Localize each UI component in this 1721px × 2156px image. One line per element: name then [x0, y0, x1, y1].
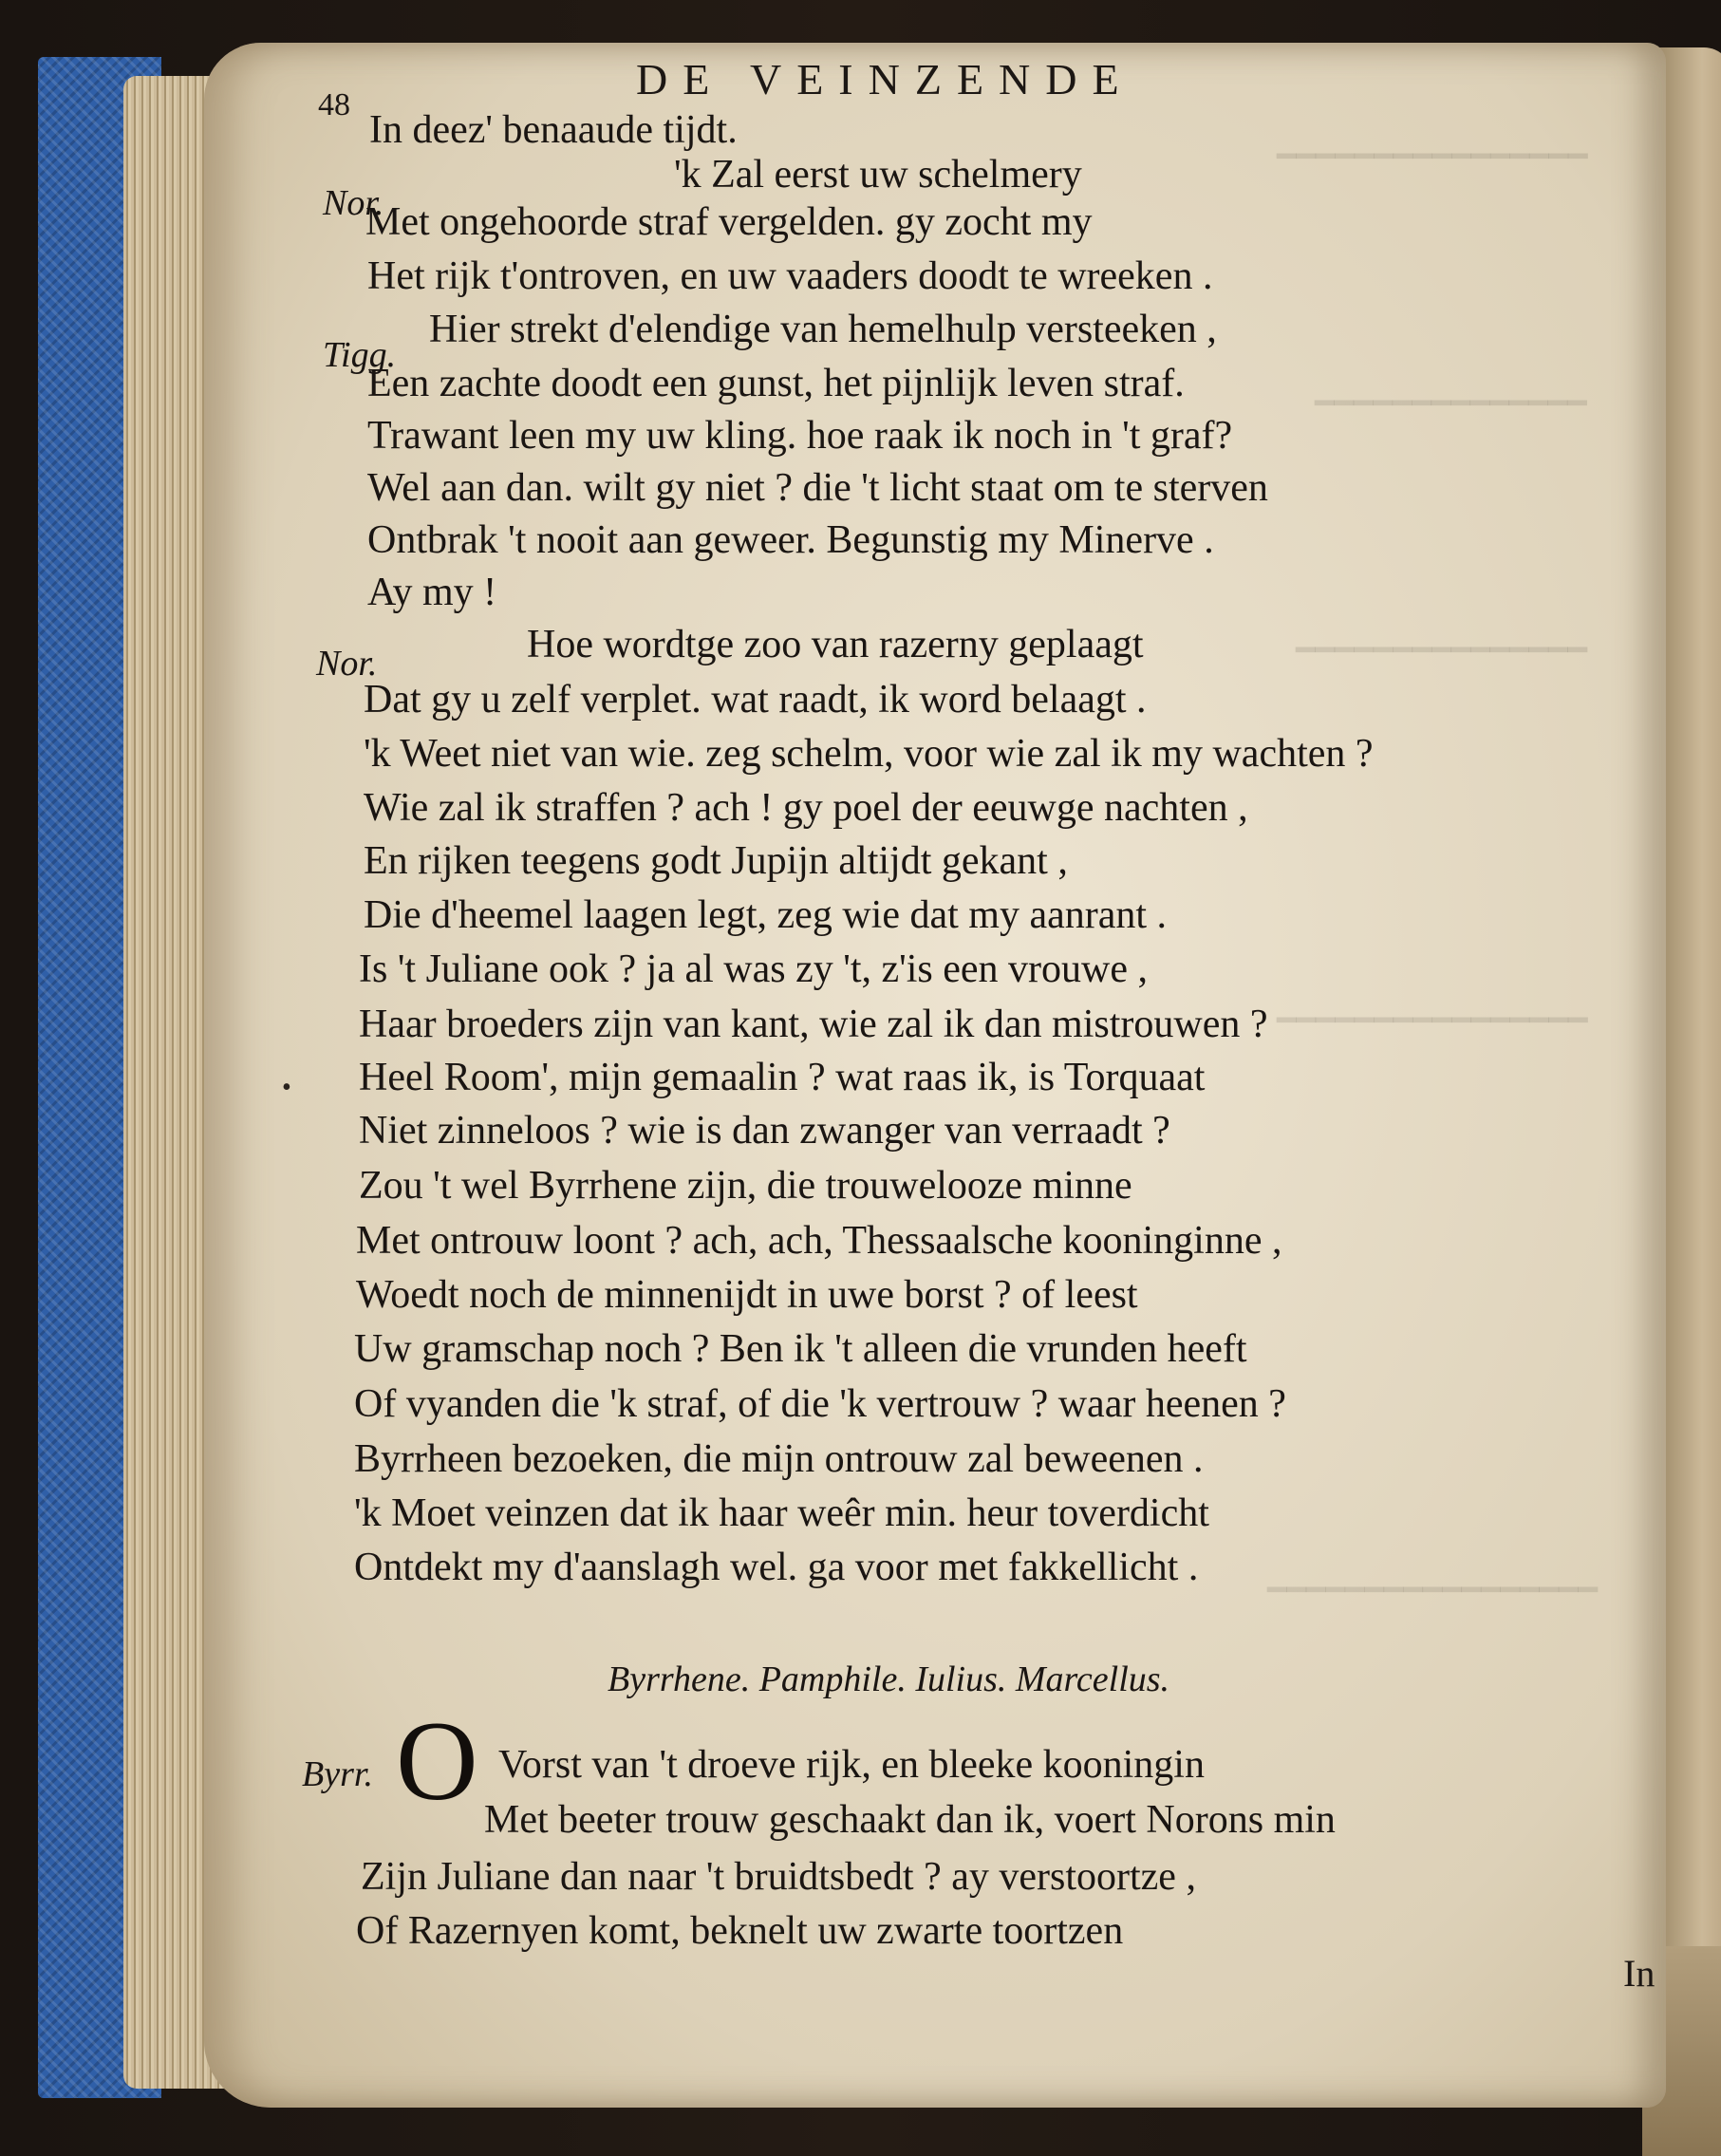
verse-line: Trawant leen my uw kling. hoe raak ik noch in 't graf?: [367, 414, 1233, 458]
bleed-through-decoration: ━━━━━━━━━━━━━━━━━: [1267, 1573, 1598, 1608]
verse-line: Met beeter trouw geschaakt dan ik, voert Norons min: [484, 1798, 1336, 1842]
verse-line: En rijken teegens godt Jupijn altijdt gekant ,: [364, 839, 1068, 883]
drop-cap: O: [396, 1697, 478, 1824]
page-number: 48: [318, 87, 350, 122]
bleed-through-decoration: ━━━━━━━━━━━━━━━━: [1277, 1003, 1588, 1039]
bleed-through-decoration: ━━━━━━━━━━━━━━━: [1296, 633, 1588, 668]
verse-line: Of Razernyen komt, beknelt uw zwarte toortzen: [356, 1909, 1124, 1953]
verse-line: Dat gy u zelf verplet. wat raadt, ik word belaagt .: [364, 678, 1147, 722]
verse-line: Haar broeders zijn van kant, wie zal ik dan mistrouwen ?: [359, 1003, 1268, 1046]
verse-line: Die d'heemel laagen legt, zeg wie dat my aanrant .: [364, 893, 1168, 937]
verse-line: In deez' benaaude tijdt.: [369, 108, 738, 152]
verse-line: Hoe wordtge zoo van razerny geplaagt: [527, 623, 1144, 666]
margin-mark: •: [282, 1073, 291, 1102]
verse-line: Met ongehoorde straf vergelden. gy zocht my: [365, 200, 1093, 244]
speaker-label: Nor.: [316, 644, 378, 684]
book-page: [204, 43, 1666, 2108]
facing-page-edge: [1656, 47, 1721, 2136]
verse-line: Ontdekt my d'aanslagh wel. ga voor met fakkellicht .: [354, 1546, 1199, 1589]
verse-line: Een zachte doodt een gunst, het pijnlijk leven straf.: [367, 362, 1185, 405]
verse-line: Vorst van 't droeve rijk, en bleeke kooningin: [498, 1743, 1205, 1787]
verse-line: Zou 't wel Byrrhene zijn, die trouwelooze minne: [359, 1164, 1132, 1208]
running-head: DE VEINZENDE: [636, 55, 1134, 103]
verse-line: Woedt noch de minnenijdt in uwe borst ? of leest: [356, 1273, 1138, 1317]
verse-line: Met ontrouw loont ? ach, ach, Thessaalsche kooninginne ,: [356, 1219, 1282, 1263]
verse-line: Niet zinneloos ? wie is dan zwanger van verraadt ?: [359, 1109, 1170, 1153]
speaker-label: Byrr.: [302, 1754, 373, 1794]
verse-line: Heel Room', mijn gemaalin ? wat raas ik, is Torquaat: [359, 1056, 1206, 1099]
speaker-label: Nor.: [323, 183, 384, 223]
scene-cast-heading: Byrrhene. Pamphile. Iulius. Marcellus.: [608, 1659, 1170, 1699]
verse-line: 'k Moet veinzen dat ik haar weêr min. heur toverdicht: [354, 1491, 1209, 1535]
bleed-through-decoration: ━━━━━━━━━━━━━━: [1315, 386, 1587, 422]
catchword: In: [1623, 1952, 1656, 1995]
verse-line: Zijn Juliane dan naar 't bruidtsbedt ? ay verstoortze ,: [361, 1855, 1196, 1899]
verse-line: Wie zal ik straffen ? ach ! gy poel der eeuwge nachten ,: [364, 786, 1248, 830]
verse-line: Wel aan dan. wilt gy niet ? die 't licht staat om te sterven: [367, 466, 1268, 510]
verse-line: Hier strekt d'elendige van hemelhulp versteeken ,: [429, 308, 1217, 351]
verse-line: Is 't Juliane ook ? ja al was zy 't, z'is een vrouwe ,: [359, 947, 1148, 991]
speaker-label: Tigg.: [323, 335, 397, 375]
verse-line: Ay my !: [367, 571, 497, 614]
verse-line: Uw gramschap noch ? Ben ik 't alleen die vrunden heeft: [354, 1327, 1247, 1371]
verse-line: 'k Zal eerst uw schelmery: [674, 153, 1082, 197]
verse-line: Ontbrak 't nooit aan geweer. Begunstig my Minerve .: [367, 518, 1214, 562]
bleed-through-decoration: ━━━━━━━━━━━━━━━━: [1277, 140, 1588, 175]
verse-line: 'k Weet niet van wie. zeg schelm, voor wie zal ik my wachten ?: [364, 732, 1374, 776]
verse-line: Of vyanden die 'k straf, of die 'k vertrouw ? waar heenen ?: [354, 1382, 1286, 1426]
verse-line: Het rijk t'ontroven, en uw vaaders doodt te wreeken .: [367, 254, 1213, 298]
play-text: [204, 43, 1666, 2108]
verse-line: Byrrheen bezoeken, die mijn ontrouw zal beweenen .: [354, 1437, 1204, 1481]
